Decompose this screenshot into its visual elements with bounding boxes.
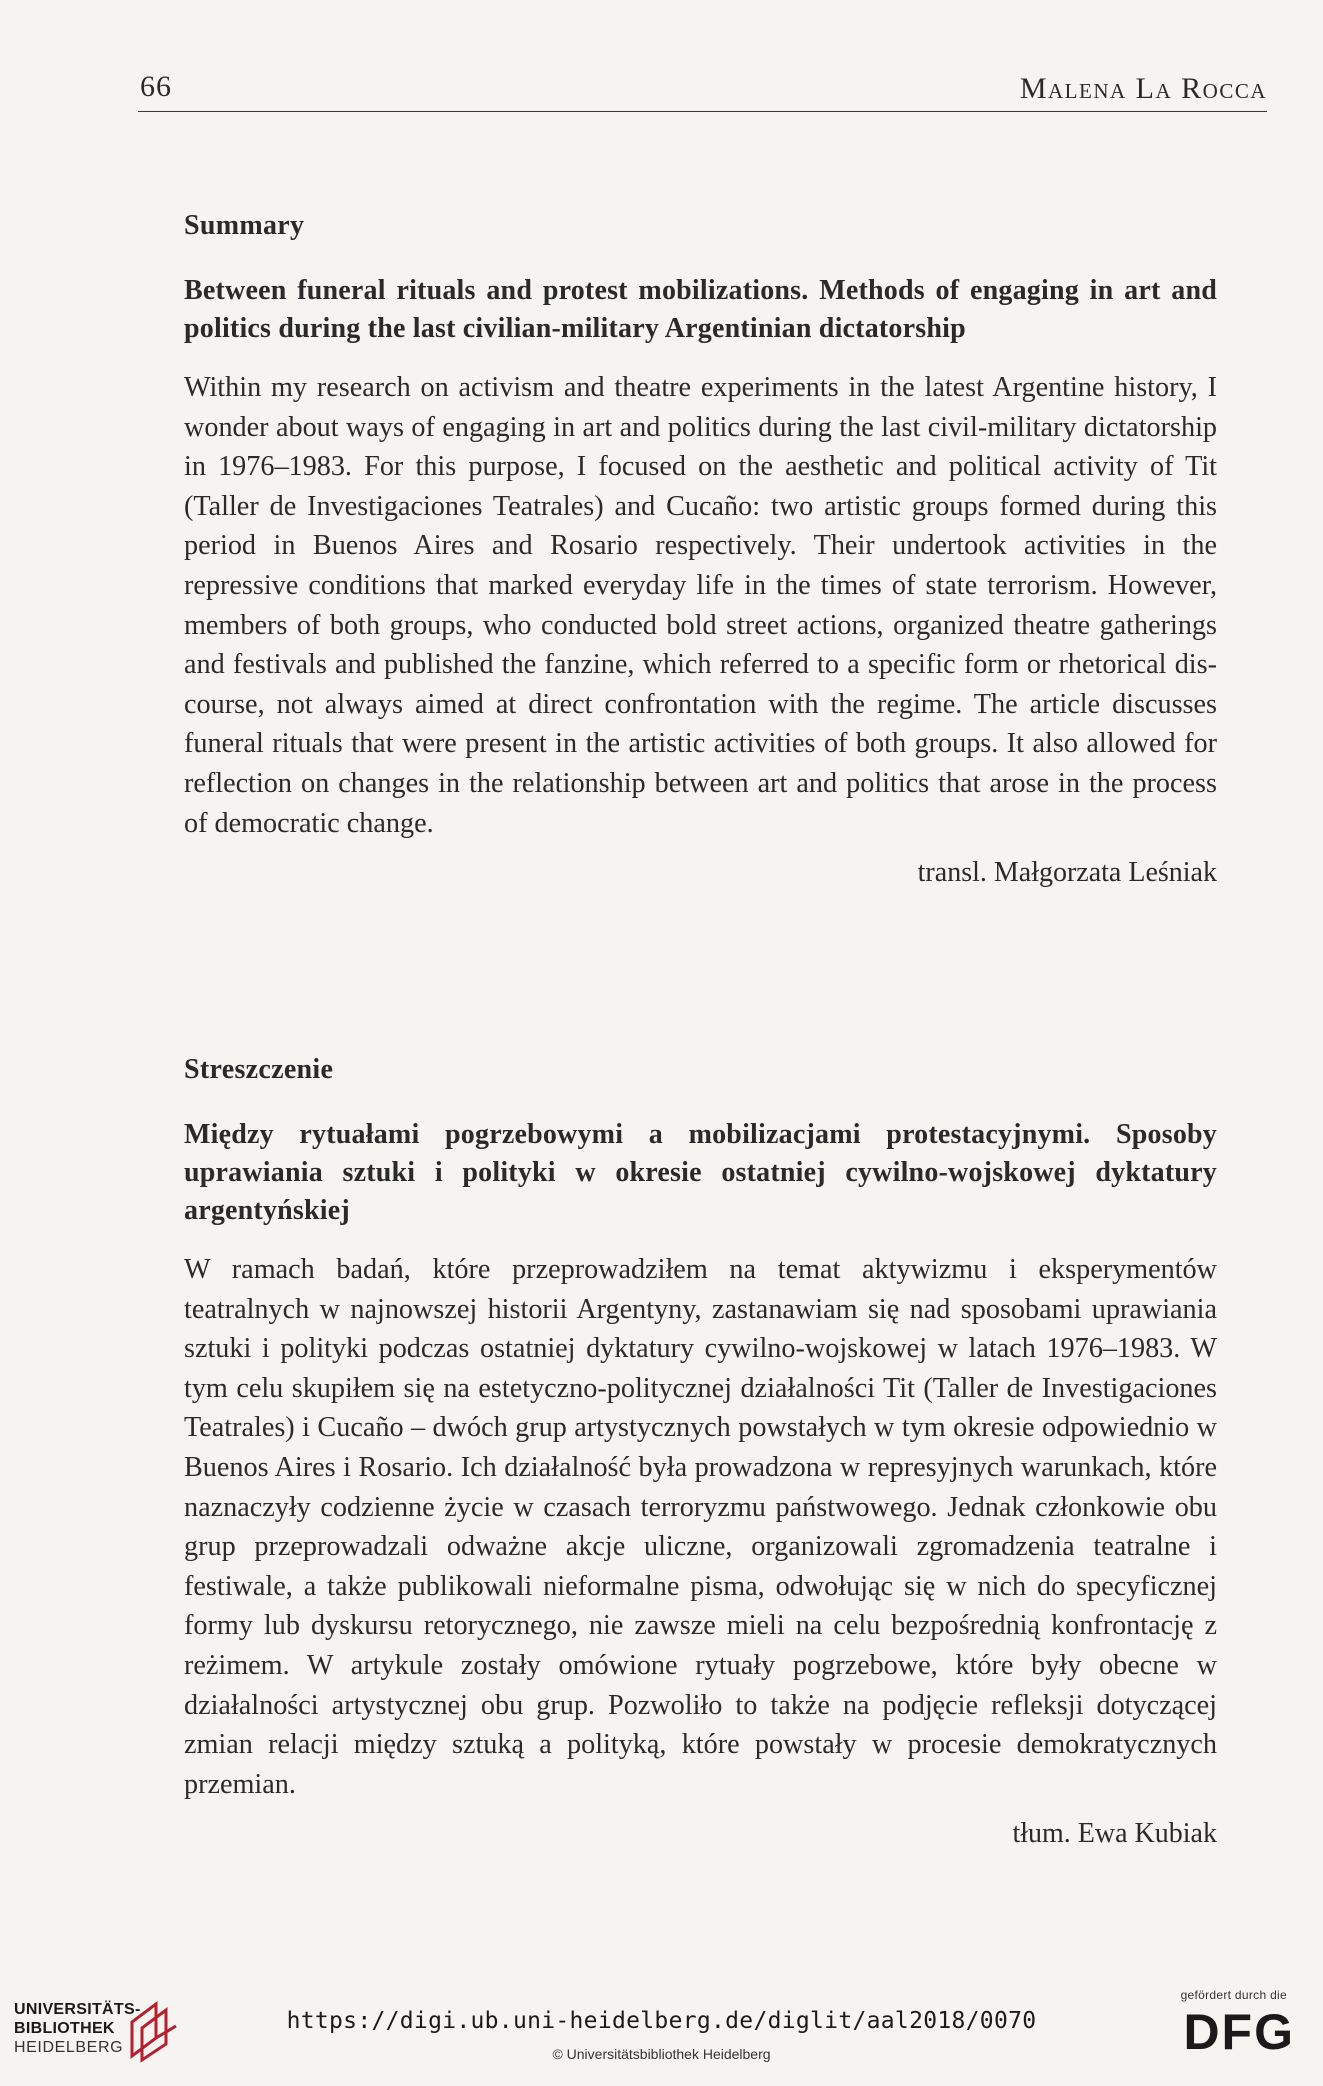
summary-translator: transl. Małgorzata Leśniak: [917, 857, 1217, 889]
streszczenie-section: [184, 1054, 1217, 1850]
summary-section: [184, 210, 1217, 889]
permalink-url[interactable]: https://digi.ub.uni-heidelberg.de/diglit/aal2018/0070: [286, 2008, 1037, 2034]
header-rule: [138, 111, 1267, 112]
running-head: Malena La Rocca: [1019, 72, 1267, 105]
copyright-notice: © Universitätsbibliothek Heidelberg: [552, 2046, 771, 2062]
streszczenie-body: W ramach badań, które przeprowadziłem na temat aktywizmu i eksperymentów teatralnych w najnowszej historii Argentyny, zastanawiam się nad sposobami uprawiania sztuki i polityki podczas ostatniej dyktatury cywilno-wojskowej w latach 1976–1983. W tym celu skupiłem się na estetyczno-politycznej działalności Tit (Taller de Investigaciones Teatrales) i Cucaño – dwóch grup artystycznych powstałych w tym okresie odpowiednio w Buenos Aires i Rosario. Ich działalność była prowadzona w represyjnych warunkach, które naznaczyły codzienne życie w czasach terroryzmu państwowego. Jednak członkowie obu grup przeprowadzali odważne akcje uliczne, organizowali zgromadzenia teatralne i festiwale, a także publikowali nieformalne pisma, odwołując się w nich do specyficznej formy lub dyskursu retorycznego, nie zawsze mieli na celu bezpośrednią konfrontację z reżimem. W artykule zostały omówione rytuały pogrzebowe, które były obecne w działalności artystycznej obu grup. Pozwoliło to także na podjęcie refleksji dotyczącej zmian relacji między sztuką a polityką, które powstały w procesie demokratycznych przemian.: [184, 1254, 1217, 1800]
streszczenie-heading: Streszczenie: [184, 1054, 334, 1085]
summary-title: Between funeral rituals and protest mobilizations. Methods of engaging in art and politics during the last civilian-military Argentinian dictatorship: [184, 275, 1217, 344]
library-logo-line3: HEIDELBERG: [14, 2039, 124, 2056]
summary-heading: Summary: [184, 210, 305, 241]
streszczenie-title: Między rytuałami pogrzebowymi a mobilizacjami protestacyjnymi. Sposoby uprawiania sztuki i polityki w okresie ostatniej cywilno-wojskowej dyktatury argentyńskiej: [184, 1119, 1217, 1226]
streszczenie-translator: tłum. Ewa Kubiak: [1012, 1818, 1217, 1850]
dfg-logo[interactable]: DFG: [1183, 2004, 1295, 2060]
funded-by-label: gefördert durch die: [1180, 1988, 1287, 2002]
library-logo-line1: UNIVERSITÄTS-: [14, 2001, 141, 2018]
summary-body: Within my research on activism and theatre experiments in the latest Argentine history, I wonder about ways of engaging in art and politics during the last civil-military dictatorship in 1976–1983. For this purpose, I focused on the aesthetic and political activity of Tit (Taller de Investigaciones Teatrales) and Cucaño: two artistic groups formed during this period in Buenos Aires and Rosario respectively. Their undertook activities in the repressive conditions that marked everyday life in the times of state terrorism. However, members of both groups, who conducted bold street actions, organized theatre gatherings and festivals and published the fanzine, which referred to a specific form or rhetorical discourse, not always aimed at direct confrontation with the regime. The article discusses funeral rituals that were present in the artistic activities of both groups. It also allowed for reflection on changes in the relationship between art and politics that arose in the process of democratic change.: [184, 372, 1217, 839]
library-logo-line2: BIBLIOTHEK: [14, 2020, 115, 2037]
digitization-footer: [0, 1978, 1323, 2086]
page-number: 66: [140, 70, 172, 103]
